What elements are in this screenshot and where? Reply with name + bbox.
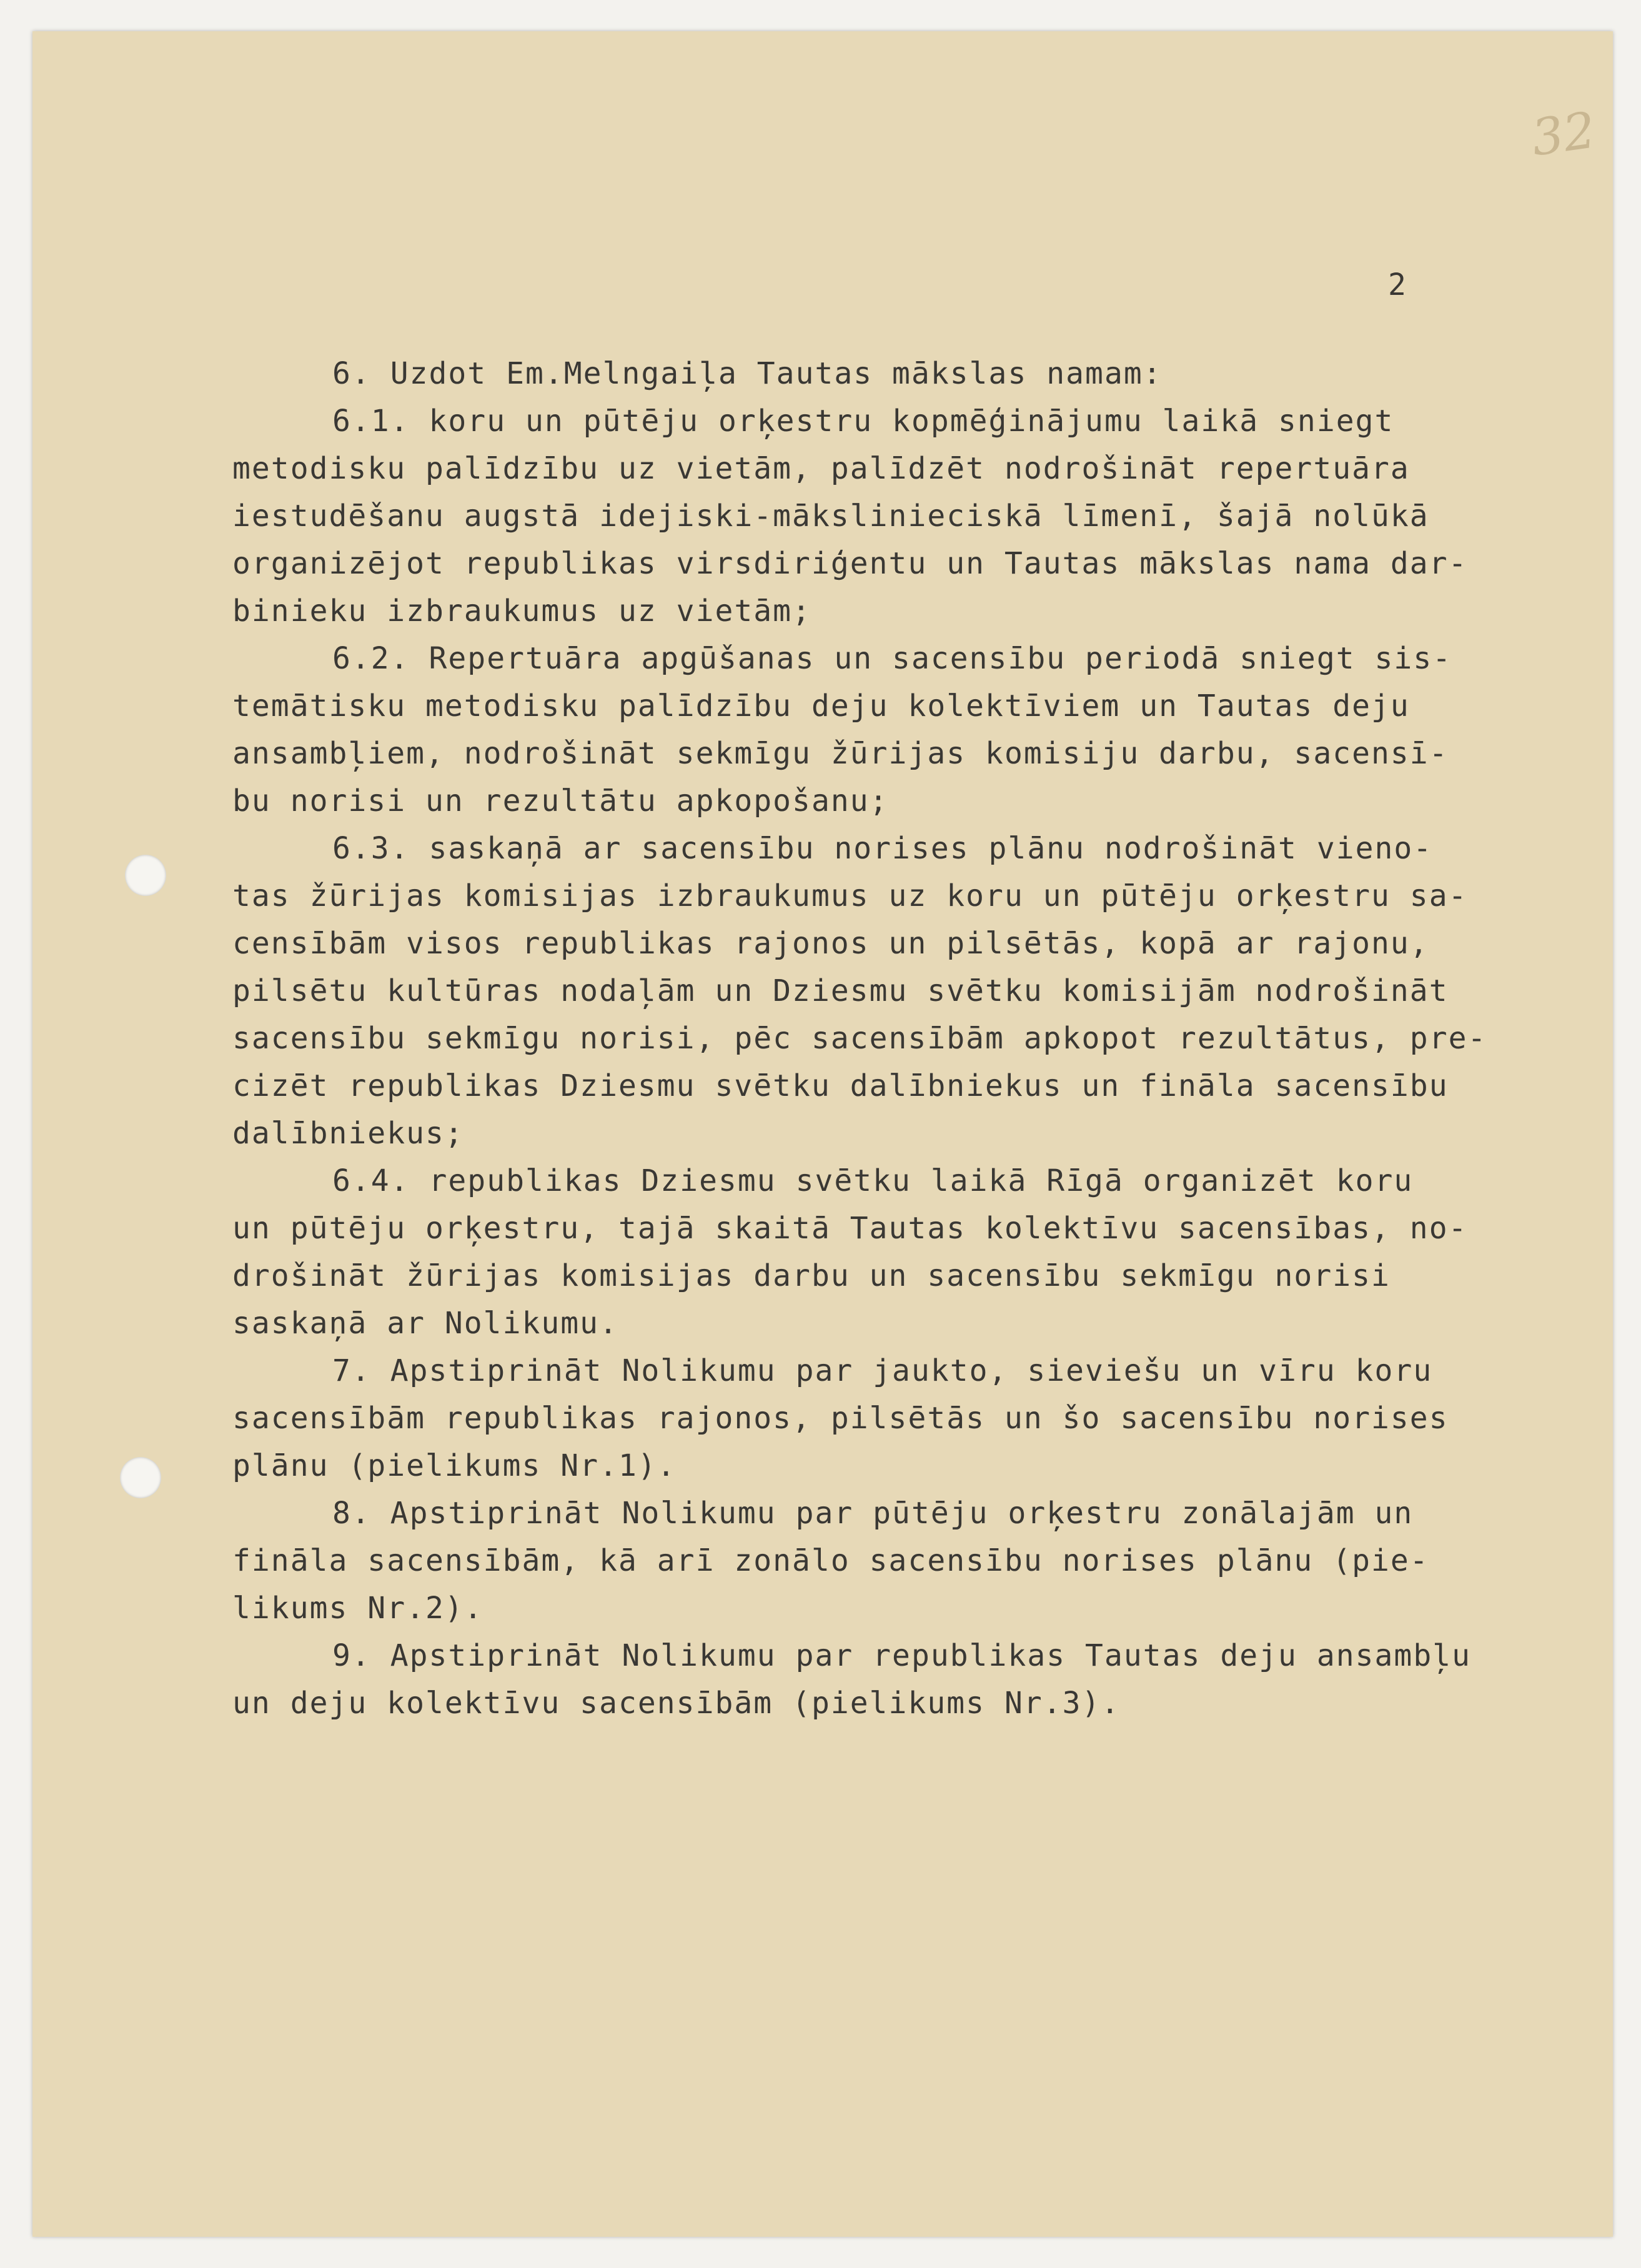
text-line: 6.3. saskaņā ar sacensību norises plānu nodrošināt vieno- xyxy=(332,831,1433,866)
text-line: pilsētu kultūras nodaļām un Dziesmu svētku komisijām nodrošināt xyxy=(232,973,1449,1008)
text-line: tas žūrijas komisijas izbraukumus uz koru un pūtēju orķestru sa- xyxy=(232,878,1468,913)
text-line: metodisku palīdzību uz vietām, palīdzēt nodrošināt repertuāra xyxy=(232,451,1410,486)
text-line: iestudēšanu augstā idejiski-mākslinieciskā līmenī, šajā nolūkā xyxy=(232,499,1429,534)
archive-number: 32 xyxy=(1528,101,1599,167)
text-line: un pūtēju orķestru, tajā skaitā Tautas kolektīvu sacensības, no- xyxy=(232,1211,1468,1246)
text-line: 6.2. Repertuāra apgūšanas un sacensību periodā sniegt sis- xyxy=(332,641,1452,676)
document-body xyxy=(232,350,1488,1727)
text-line: fināla sacensībām, kā arī zonālo sacensību norises plānu (pie- xyxy=(232,1543,1429,1578)
text-line: binieku izbraukumus uz vietām; xyxy=(232,594,811,629)
text-line: 6.4. republikas Dziesmu svētku laikā Rīgā organizēt koru xyxy=(332,1163,1414,1198)
text-line: plānu (pielikums Nr.1). xyxy=(232,1448,677,1483)
text-line: temātisku metodisku palīdzību deju kolektīviem un Tautas deju xyxy=(232,689,1410,724)
text-line: un deju kolektīvu sacensībām (pielikums Nr.3). xyxy=(232,1686,1121,1721)
text-line: dalībniekus; xyxy=(232,1116,464,1151)
text-line: likums Nr.2). xyxy=(232,1591,483,1626)
text-line: 6.1. koru un pūtēju orķestru kopmēģinājumu laikā sniegt xyxy=(332,404,1394,439)
text-line: sacensībām republikas rajonos, pilsētās un šo sacensību norises xyxy=(232,1401,1449,1436)
punch-hole xyxy=(120,1457,161,1498)
text-line: drošināt žūrijas komisijas darbu un sacensību sekmīgu norisi xyxy=(232,1258,1391,1293)
text-line: bu norisi un rezultātu apkopošanu; xyxy=(232,783,889,818)
text-line: 7. Apstiprināt Nolikumu par jaukto, sieviešu un vīru koru xyxy=(332,1353,1433,1388)
text-line: 6. Uzdot Em.Melngaiļa Tautas mākslas namam: xyxy=(332,356,1163,391)
punch-hole xyxy=(125,855,166,896)
text-line: cizēt republikas Dziesmu svētku dalībniekus un fināla sacensību xyxy=(232,1068,1449,1103)
page-number: 2 xyxy=(1388,267,1406,302)
text-line: censībām visos republikas rajonos un pilsētās, kopā ar rajonu, xyxy=(232,926,1429,961)
text-line: 9. Apstiprināt Nolikumu par republikas Tautas deju ansambļu xyxy=(332,1638,1472,1673)
text-line: ansambļiem, nodrošināt sekmīgu žūrijas komisiju darbu, sacensī- xyxy=(232,736,1449,771)
text-line: organizējot republikas virsdiriģentu un Tautas mākslas nama dar- xyxy=(232,546,1468,581)
text-line: saskaņā ar Nolikumu. xyxy=(232,1306,618,1341)
text-line: sacensību sekmīgu norisi, pēc sacensībām apkopot rezultātus, pre- xyxy=(232,1021,1487,1056)
text-line: 8. Apstiprināt Nolikumu par pūtēju orķestru zonālajām un xyxy=(332,1496,1414,1531)
